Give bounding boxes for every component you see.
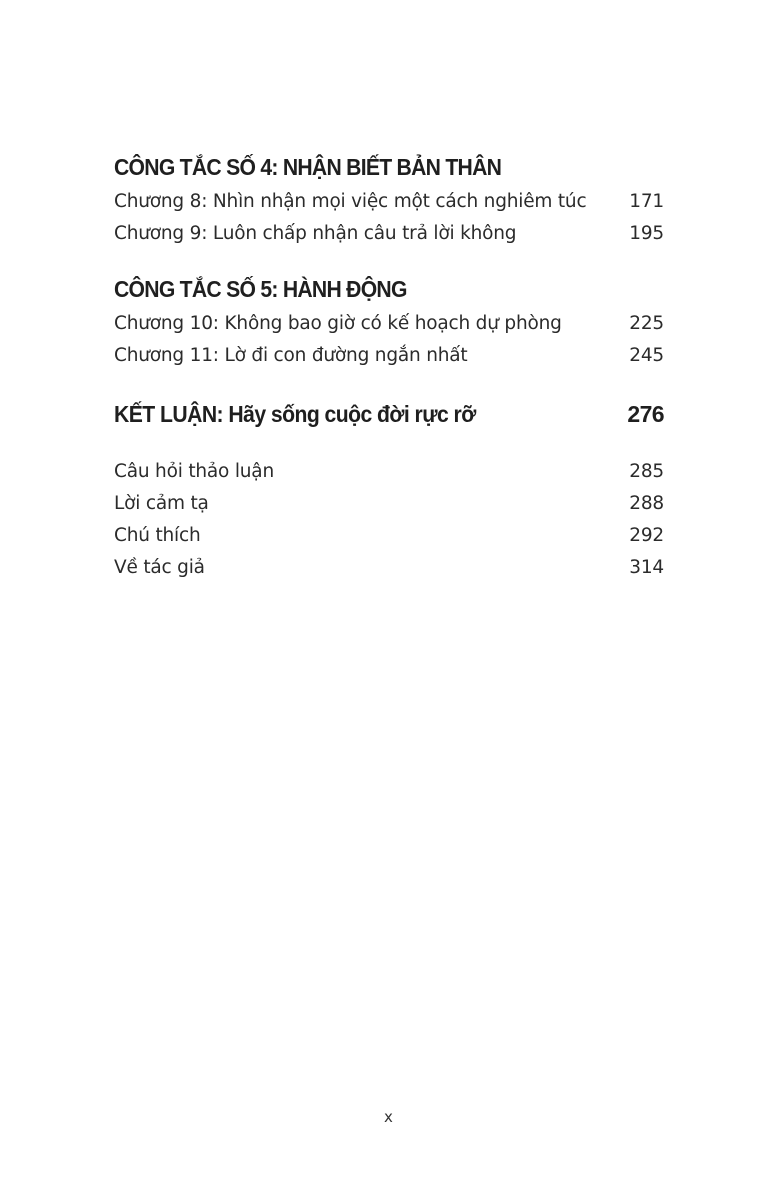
entry-label: Chương 9: Luôn chấp nhận câu trả lời không xyxy=(114,223,517,244)
toc-section xyxy=(114,150,664,250)
toc-entry xyxy=(114,218,664,250)
conclusion-entry xyxy=(114,394,664,434)
entry-page: 225 xyxy=(629,313,664,334)
entry-page: 288 xyxy=(629,493,664,514)
entry-label: Chương 11: Lờ đi con đường ngắn nhất xyxy=(114,345,468,366)
entry-page: 195 xyxy=(629,223,664,244)
toc-entry xyxy=(114,308,664,340)
section-title: CÔNG TẮC SỐ 5: HÀNH ĐỘNG xyxy=(114,276,407,302)
section-title: CÔNG TẮC SỐ 4: NHẬN BIẾT BẢN THÂN xyxy=(114,154,502,180)
conclusion-label: KẾT LUẬN: Hãy sống cuộc đời rực rỡ xyxy=(114,401,476,427)
page-number: x xyxy=(384,1108,393,1126)
backmatter-list xyxy=(114,456,664,584)
entry-label: Câu hỏi thảo luận xyxy=(114,461,274,482)
entry-page: 171 xyxy=(629,191,664,212)
entry-label: Lời cảm tạ xyxy=(114,493,209,514)
table-of-contents xyxy=(114,150,664,584)
backmatter-entry xyxy=(114,520,664,552)
toc-entry xyxy=(114,186,664,218)
entry-page: 292 xyxy=(629,525,664,546)
entry-page: 285 xyxy=(629,461,664,482)
backmatter-entry xyxy=(114,456,664,488)
toc-entry xyxy=(114,340,664,372)
backmatter-entry xyxy=(114,488,664,520)
conclusion-page: 276 xyxy=(627,401,664,427)
entry-label: Về tác giả xyxy=(114,557,205,578)
entry-label: Chú thích xyxy=(114,525,201,546)
toc-section xyxy=(114,272,664,372)
backmatter-entry xyxy=(114,552,664,584)
entry-page: 314 xyxy=(629,557,664,578)
entry-label: Chương 10: Không bao giờ có kế hoạch dự phòng xyxy=(114,313,562,334)
entry-label: Chương 8: Nhìn nhận mọi việc một cách nghiêm túc xyxy=(114,191,587,212)
entry-page: 245 xyxy=(629,345,664,366)
